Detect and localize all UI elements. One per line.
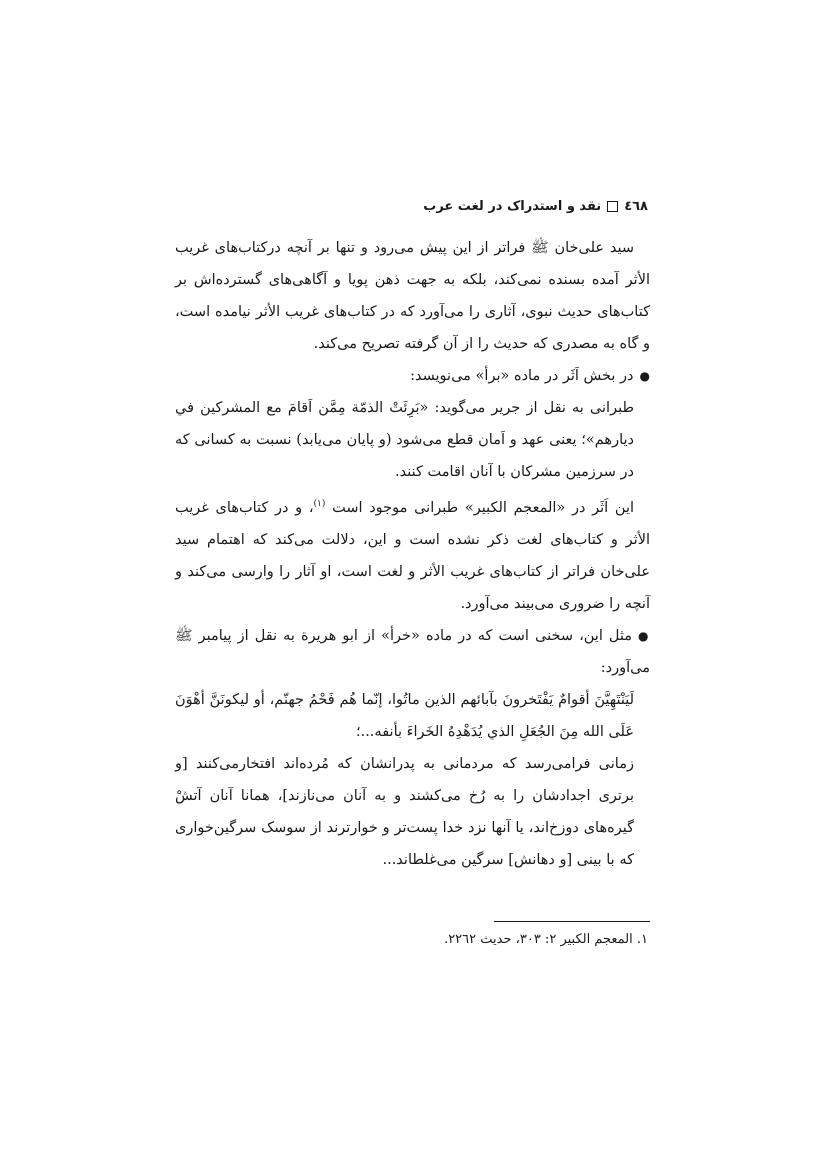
hadith-arabic: لَيَنْتَهِيَّنَ أقوامٌ يَفْتَخرونَ بآبائهم الذين ماتُوا، إنّما هُم فَحْمُ جهنّم، أو ليكونَنَّ أهْوَنَ عَلَى الله مِنَ الجُعَلِ الذي يُدَهْدِهُ الخَراءَ بأنفه...؛ [175, 691, 634, 740]
header-title: نقد و استدراک در لغت عرب [423, 199, 602, 214]
footnote-ref: (١) [313, 499, 326, 509]
main-text [175, 232, 650, 876]
quote-tabarani: طبرانی به نقل از جریر می‌گوید: «بَرِئَتْ الذمّة مِمَّن اَقامَ مع المشركين في ديارهم»؛ یعنی عهد و اَمان قطع می‌شود (و پایان می‌یابد) نسبت به کسانی که در سرزمین مشرکان با آنان اقامت کنند. [175, 400, 634, 480]
paragraph-muajam [175, 488, 650, 620]
page-number: ٤٦٨ [624, 199, 648, 214]
paragraph-muajam-end: ، و در کتاب‌های غریب الأثر و کتاب‌های لغت ذکر نشده است و این، دلالت می‌کند که اهتمام سید علی‌خان فراتر از کتاب‌های غریب الأثر و لغت است، او آثار را وارسی می‌کند و آنچه را ضروری می‌بیند می‌آورد. [175, 499, 650, 612]
footnote-divider [494, 921, 650, 922]
bullet-khara: ● مثل این، سخنی است که در ماده «خرأ» از ابو هریرة به نقل از پیامبر ﷺ می‌آورد: [175, 620, 650, 684]
running-header [423, 199, 648, 214]
footnote: ١. المعجم الکبیر ٢: ٣٠٣، حدیث ٢٢٦٢. [444, 932, 648, 947]
paragraph-intro: سید علی‌خان ﷺ فراتر از این پیش می‌رود و تنها بر آنچه درکتاب‌های غریب الأثر آمده بسنده نمی‌کند، بلکه به جهت ذهن پویا و آگاهی‌های گسترده‌اش بر کتاب‌های حدیث نبوی، آثاری را می‌آورد که در کتاب‌های غریب الأثر نیامده است، و گاه به مصدری که حدیث را از آن گرفته تصریح می‌کند. [175, 240, 650, 352]
hadith-translation: زمانی فرامی‌رسد که مردمانی به پدرانشان که مُرده‌اند افتخارمی‌کنند [و برتری اجدادشان را به رُخ می‌کشند و به آنان می‌نازند]، همانا آنان آتشْ گیره‌های دوزخ‌اند، یا آنها نزد خدا پست‌تر و خوارترند از سوسک سرگین‌خواری که با بینی [و دهانش] سرگین می‌غلطاند... [175, 755, 634, 868]
square-bullet-icon [607, 201, 618, 212]
bullet-bara: ● در بخش اَثَر در ماده «برأ» می‌نویسد: [175, 360, 650, 392]
paragraph-muajam-start: این اَثَر در «المعجم الکبیر» طبرانی موجود است [332, 499, 635, 516]
